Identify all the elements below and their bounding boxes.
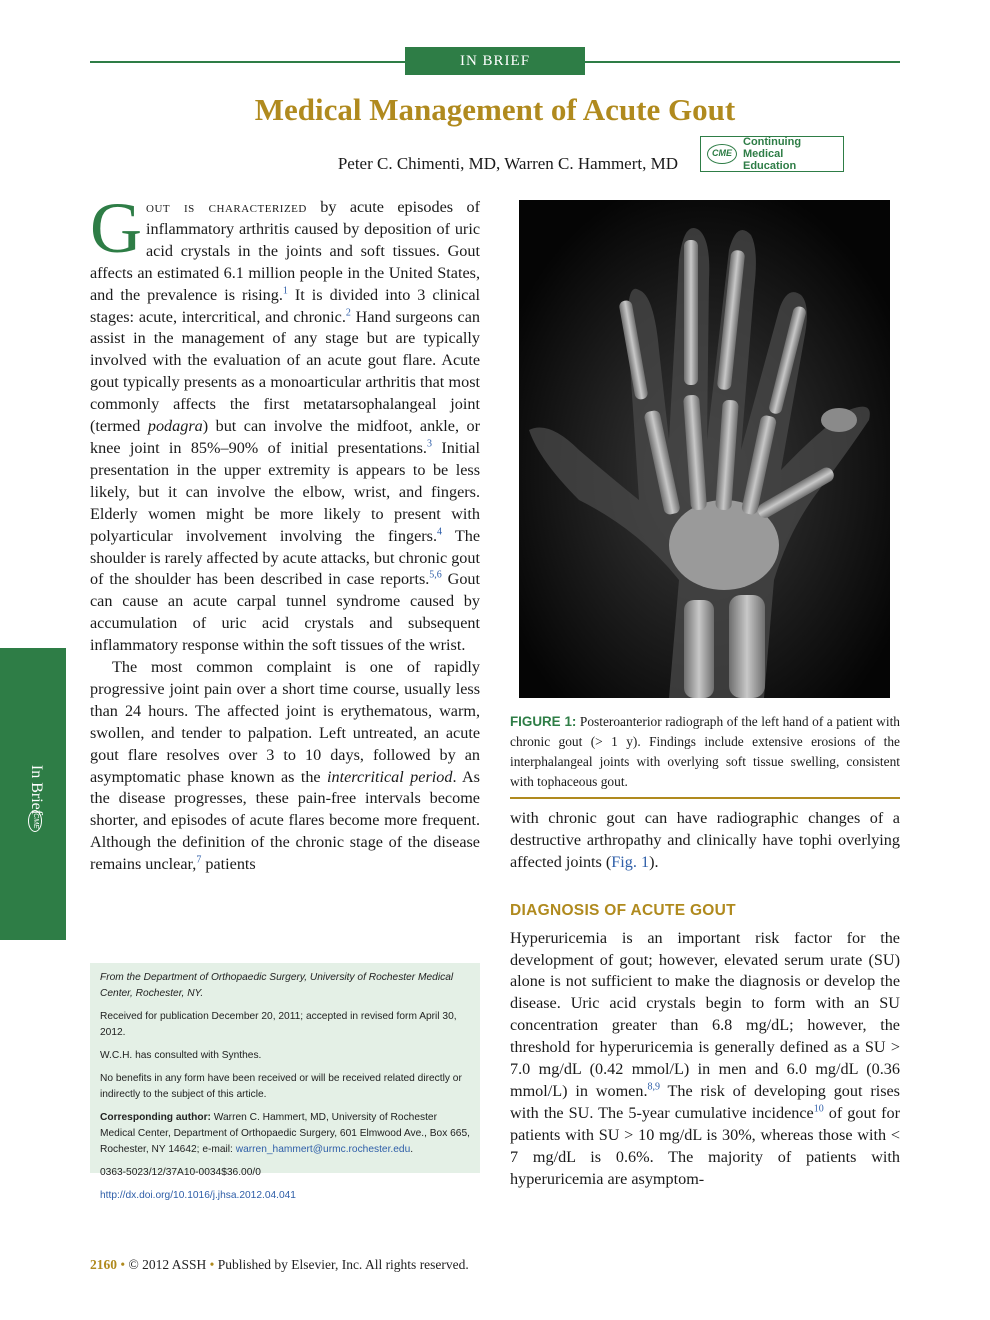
text-run: Hyperuricemia is an important risk factor for the development of gout; however, elevated serum urate (SU) alone is not sufficient to make the diagnosis or develop the disease. Uric acid crystals begin to form with an SU concentration greater than 6.8 mg/dL; however, the threshold for hyperuricemia is generally defined as a SU > 7.0 mg/dL (0.42 mmol/L) in men and 6.0 mg/dL (0.36 mmol/L) in women. — [510, 928, 900, 1100]
doi-link[interactable]: http://dx.doi.org/10.1016/j.jhsa.2012.04.041 — [100, 1190, 296, 1201]
copyright: © 2012 ASSH — [128, 1257, 207, 1272]
paragraph-1 — [90, 188, 481, 657]
text-run: Gout can cause an acute carpal tunnel syndrome caused by accumulation of uric acid crystals and subsequent inflammatory response within the soft tissues of the wrist. — [90, 570, 481, 655]
text-run: Hand surgeons can assist in the management of any stage but are typically involved with the evaluation of an acute gout flare. Acute gout typically presents as a monoarticular arthritis that most commonly affects the first metatarsophalangeal joint (termed — [90, 307, 480, 436]
text-run: with chronic gout can have radiographic changes of a destructive arthropathy and clinically have tophi overlying affected joints ( — [510, 809, 900, 871]
issn: 0363-5023/12/37A10-0034$36.00/0 — [100, 1167, 261, 1178]
text-run: Initial presentation in the upper extremity is appears to be less likely, but it can involve the elbow, wrist, and fingers. Elderly women might be more likely to present with polyarticular involvement involving the fingers. — [90, 438, 480, 545]
article-title: Medical Management of Acute Gout — [254, 92, 736, 127]
bullet-icon: • — [120, 1257, 126, 1272]
received-dates: Received for publication December 20, 2011; accepted in revised form April 30, 2012. — [100, 1011, 457, 1038]
benefits-disclosure: No benefits in any form have been received or will be received related directly or indirectly to the subject of this article. — [100, 1073, 462, 1100]
text-run: patients — [201, 855, 256, 874]
text-run: ) but can involve the midfoot, ankle, or knee joint in 85%–90% of initial presentations. — [90, 417, 480, 457]
authors: Peter C. Chimenti, MD, Warren C. Hammert, MD — [337, 154, 678, 173]
reference-link[interactable]: 5,6 — [429, 570, 442, 582]
cme-badge — [700, 136, 844, 172]
text-run: It is divided into 3 clinical stages: acute, intercritical, and chronic. — [90, 285, 481, 326]
reference-link[interactable]: 4 — [437, 526, 442, 538]
corr-label: Corresponding author: — [100, 1112, 211, 1123]
issn-doi — [100, 1165, 470, 1204]
cme-badge-line2: Education — [743, 160, 797, 172]
reference-link[interactable]: 2 — [345, 307, 351, 319]
paragraph-4 — [510, 928, 900, 1191]
figure-caption — [510, 712, 900, 792]
right-column — [510, 808, 900, 1191]
footnote-box — [90, 963, 480, 1201]
corr-text: Warren C. Hammert, MD, University of Rochester Medical Center, Department of Orthopaedic Surgery, 601 Elmwood Ave., Box 665, Rochester, NY 14642; e-mail: — [100, 1112, 470, 1155]
hand-radiograph-image — [519, 200, 890, 698]
reference-link[interactable]: 7 — [196, 854, 202, 866]
reference-link[interactable]: 1 — [282, 285, 288, 297]
cme-badge-text — [743, 136, 843, 172]
bullet-icon: • — [209, 1257, 215, 1272]
side-tab-label: In Brief — [28, 764, 45, 816]
text-run: The risk of developing gout rises with the SU. The 5-year cumulative incidence — [510, 1081, 900, 1122]
figure-label: FIGURE 1: — [510, 714, 577, 729]
caption-rule — [510, 797, 900, 799]
reference-link[interactable]: 10 — [813, 1103, 824, 1115]
page-number: 2160 — [90, 1257, 117, 1272]
corr-end: . — [410, 1144, 414, 1155]
text-run: . As the disease progresses, these pain-free intervals become shorter, and episodes of acute flares become more frequent. Although the definition of the chronic stage of the disease remains unclear, — [90, 767, 480, 874]
text-run: The shoulder is rarely affected by acute attacks, but chronic gout of the shoulder has been described in case reports. — [90, 526, 481, 589]
text-run: The most common complaint is one of rapidly progressive joint pain over a short time course, usually less than 24 hours. The affected joint is erythematous, warm, swollen, and tender to palpation. Left untreated, an acute gout flare resolves over 3 to 10 days, followed by an asymptomatic phase known as the — [90, 658, 480, 786]
page-footer — [90, 1257, 469, 1273]
affiliation: From the Department of Orthopaedic Surgery, University of Rochester Medical Center, Rochester, NY. — [100, 972, 454, 999]
cme-badge-line1: Continuing Medical — [743, 136, 802, 160]
section-heading: DIAGNOSIS OF ACUTE GOUT — [510, 901, 736, 919]
section-tag: IN BRIEF — [405, 47, 585, 75]
text-run-italic: intercritical period — [327, 767, 453, 786]
figure-reference-link[interactable]: Fig. 1 — [611, 852, 650, 871]
dropcap: G — [90, 188, 142, 268]
side-cme-icon: CME — [28, 810, 42, 832]
paragraph-3 — [510, 808, 900, 874]
left-column — [90, 188, 481, 876]
figure-caption-text: Posteroanterior radiograph of the left hand of a patient with chronic gout (> 1 y). Findings include extensive erosions of the interphalangeal joints with overlying soft tissue swelling, consistent with tophaceous gout. — [510, 714, 900, 789]
radiograph-figure — [519, 200, 890, 698]
email-link[interactable]: warren_hammert@urmc.rochester.edu — [235, 1144, 411, 1155]
text-run: ). — [649, 852, 659, 871]
cme-logo-icon: CME — [707, 144, 737, 164]
paragraph-2 — [90, 657, 480, 876]
reference-link[interactable]: 8,9 — [647, 1081, 660, 1093]
consulting-disclosure: W.C.H. has consulted with Synthes. — [100, 1050, 262, 1061]
text-run: by acute episodes of inflammatory arthritis caused by deposition of uric acid crystals in the joints and soft tissues. Gout affects an estimated 6.1 million people in the United States, and the prevalence is rising. — [90, 198, 480, 304]
text-run-italic: podagra — [147, 417, 203, 436]
text-run: of gout for patients with SU > 10 mg/dL is 30%, whereas those with < 7 mg/dL is 0.6%. The majority of patients with hyperuricemia are asymptom- — [510, 1103, 900, 1188]
lead-smallcaps: out is characterized — [146, 198, 307, 216]
publisher: Published by Elsevier, Inc. All rights reserved. — [217, 1257, 469, 1272]
corresponding-author — [100, 1110, 470, 1158]
reference-link[interactable]: 3 — [426, 438, 432, 450]
